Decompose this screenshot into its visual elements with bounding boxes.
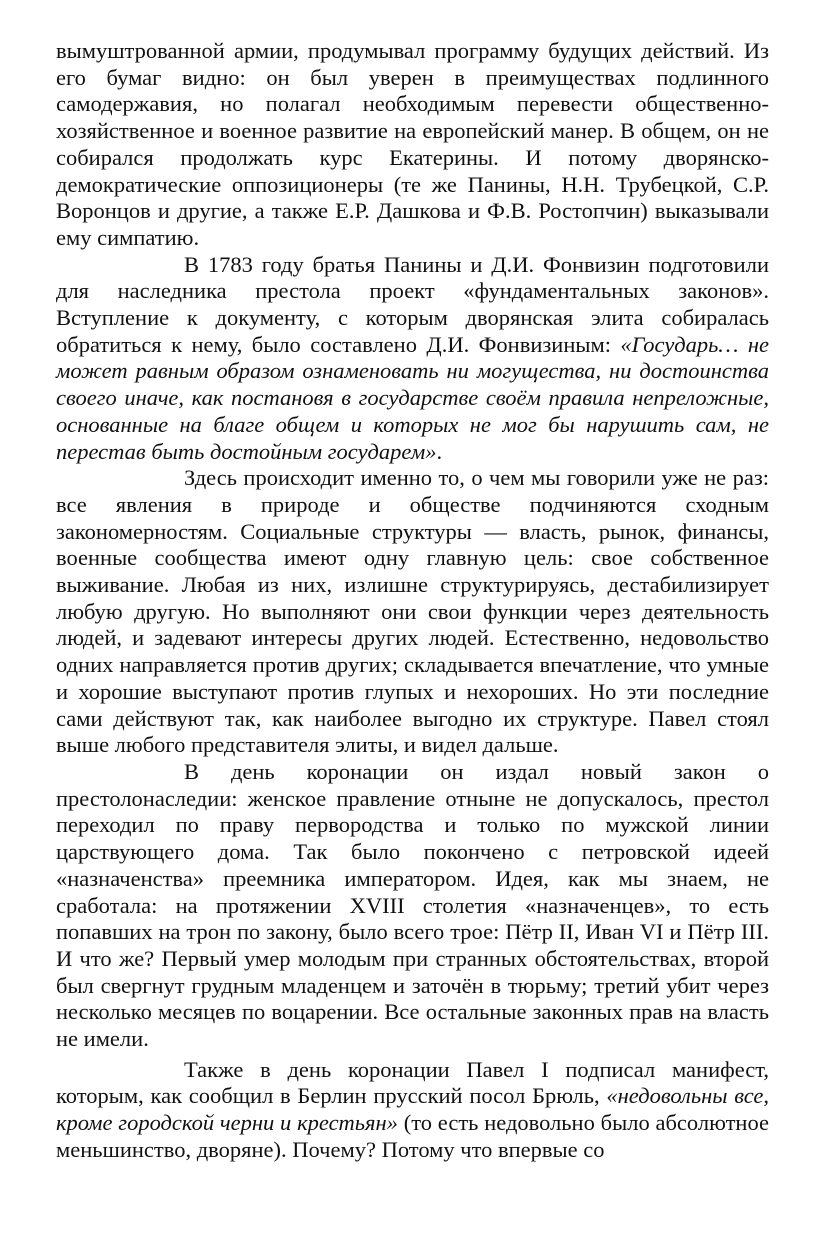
document-page bbox=[56, 38, 769, 1164]
paragraph-4-text: В день коронации он издал новый закон о престолонаследии: женское правление отныне не допускалось, престол переходил по праву первородства и только по мужской линии царствующего дома. Так было покончено с петровской идеей «назначенства» преемника императором. Идея, как мы знаем, не сработала: на протяжении XVIII столетия «назначенцев», то есть попавших на трон по закону, было всего трое: Пётр II, Иван VI и Пётр III. И что же? Первый умер молодым при странных обстоятельствах, второй был свергнут грудным младенцем и заточён в тюрьму; третий убит через несколько месяцев по воцарении. Все остальные законных прав на власть не имели. bbox=[56, 758, 769, 1052]
paragraph-2-text: В 1783 году братья Панины и Д.И. Фонвизин подготовили для наследника престола проект «фундаментальных законов». Вступление к документу, с которым дворянская элита собиралась обратиться к нему, было составлено Д.И. Фонвизиным: bbox=[56, 251, 769, 357]
paragraph-1-text: вымуштрованной армии, продумывал программу будущих действий. Из его бумаг видно: он был уверен в преимуществах подлинного самодержавия, но полагал необходимым перевести общественно-хозяйственное и военное развитие на европейский манер. В общем, он не собирался продолжать курс Екатерины. И потому дворянско-демократические оппозиционеры (те же Панины, Н.Н. Трубецкой, С.Р. Воронцов и другие, а также Е.Р. Дашкова и Ф.В. Ростопчин) выказывали ему симпатию. bbox=[56, 38, 769, 250]
paragraph-2-end: . bbox=[436, 438, 443, 464]
paragraph-2-quote: «Государь… не может равным образом ознаменовать ни могущества, ни достоинства своего иначе, как постановя в государстве своём правила непреложные, основанные на благе общем и которых не мог бы нарушить сам, не перестав быть достойным государем» bbox=[56, 331, 769, 464]
paragraph-3 bbox=[56, 465, 769, 759]
paragraph-5-text: Также в день коронации Павел I подписал манифест, которым, как сообщил в Берлин прусский посол Брюль, bbox=[56, 1056, 769, 1109]
paragraph-3-text: Здесь происходит именно то, о чем мы говорили уже не раз: все явления в природе и обществе подчиняются сходным закономерностям. Социальные структуры — власть, рынок, финансы, военные сообщества имеют одну главную цель: свое собственное выживание. Любая из них, излишне структурируясь, дестабилизирует любую другую. Но выполняют они свои функции через деятельность людей, и задевают интересы других людей. Естественно, недовольство одних направляется против других; складывается впечатление, что умные и хорошие выступают против глупых и нехороших. Но эти последние сами действуют так, как наиболее выгодно их структуре. Павел стоял выше любого представителя элиты, и видел дальше. bbox=[56, 465, 769, 758]
paragraph-1 bbox=[56, 38, 769, 252]
paragraph-5-end: (то есть недовольно было абсолютное меньшинство, дворяне). Почему? Потому что впервые со bbox=[56, 1110, 769, 1162]
paragraph-5-quote: «недовольны все, кроме городской черни и крестьян» bbox=[56, 1083, 769, 1136]
paragraph-5 bbox=[56, 1057, 769, 1164]
paragraph-2 bbox=[56, 252, 769, 466]
paragraph-4 bbox=[56, 759, 769, 1053]
